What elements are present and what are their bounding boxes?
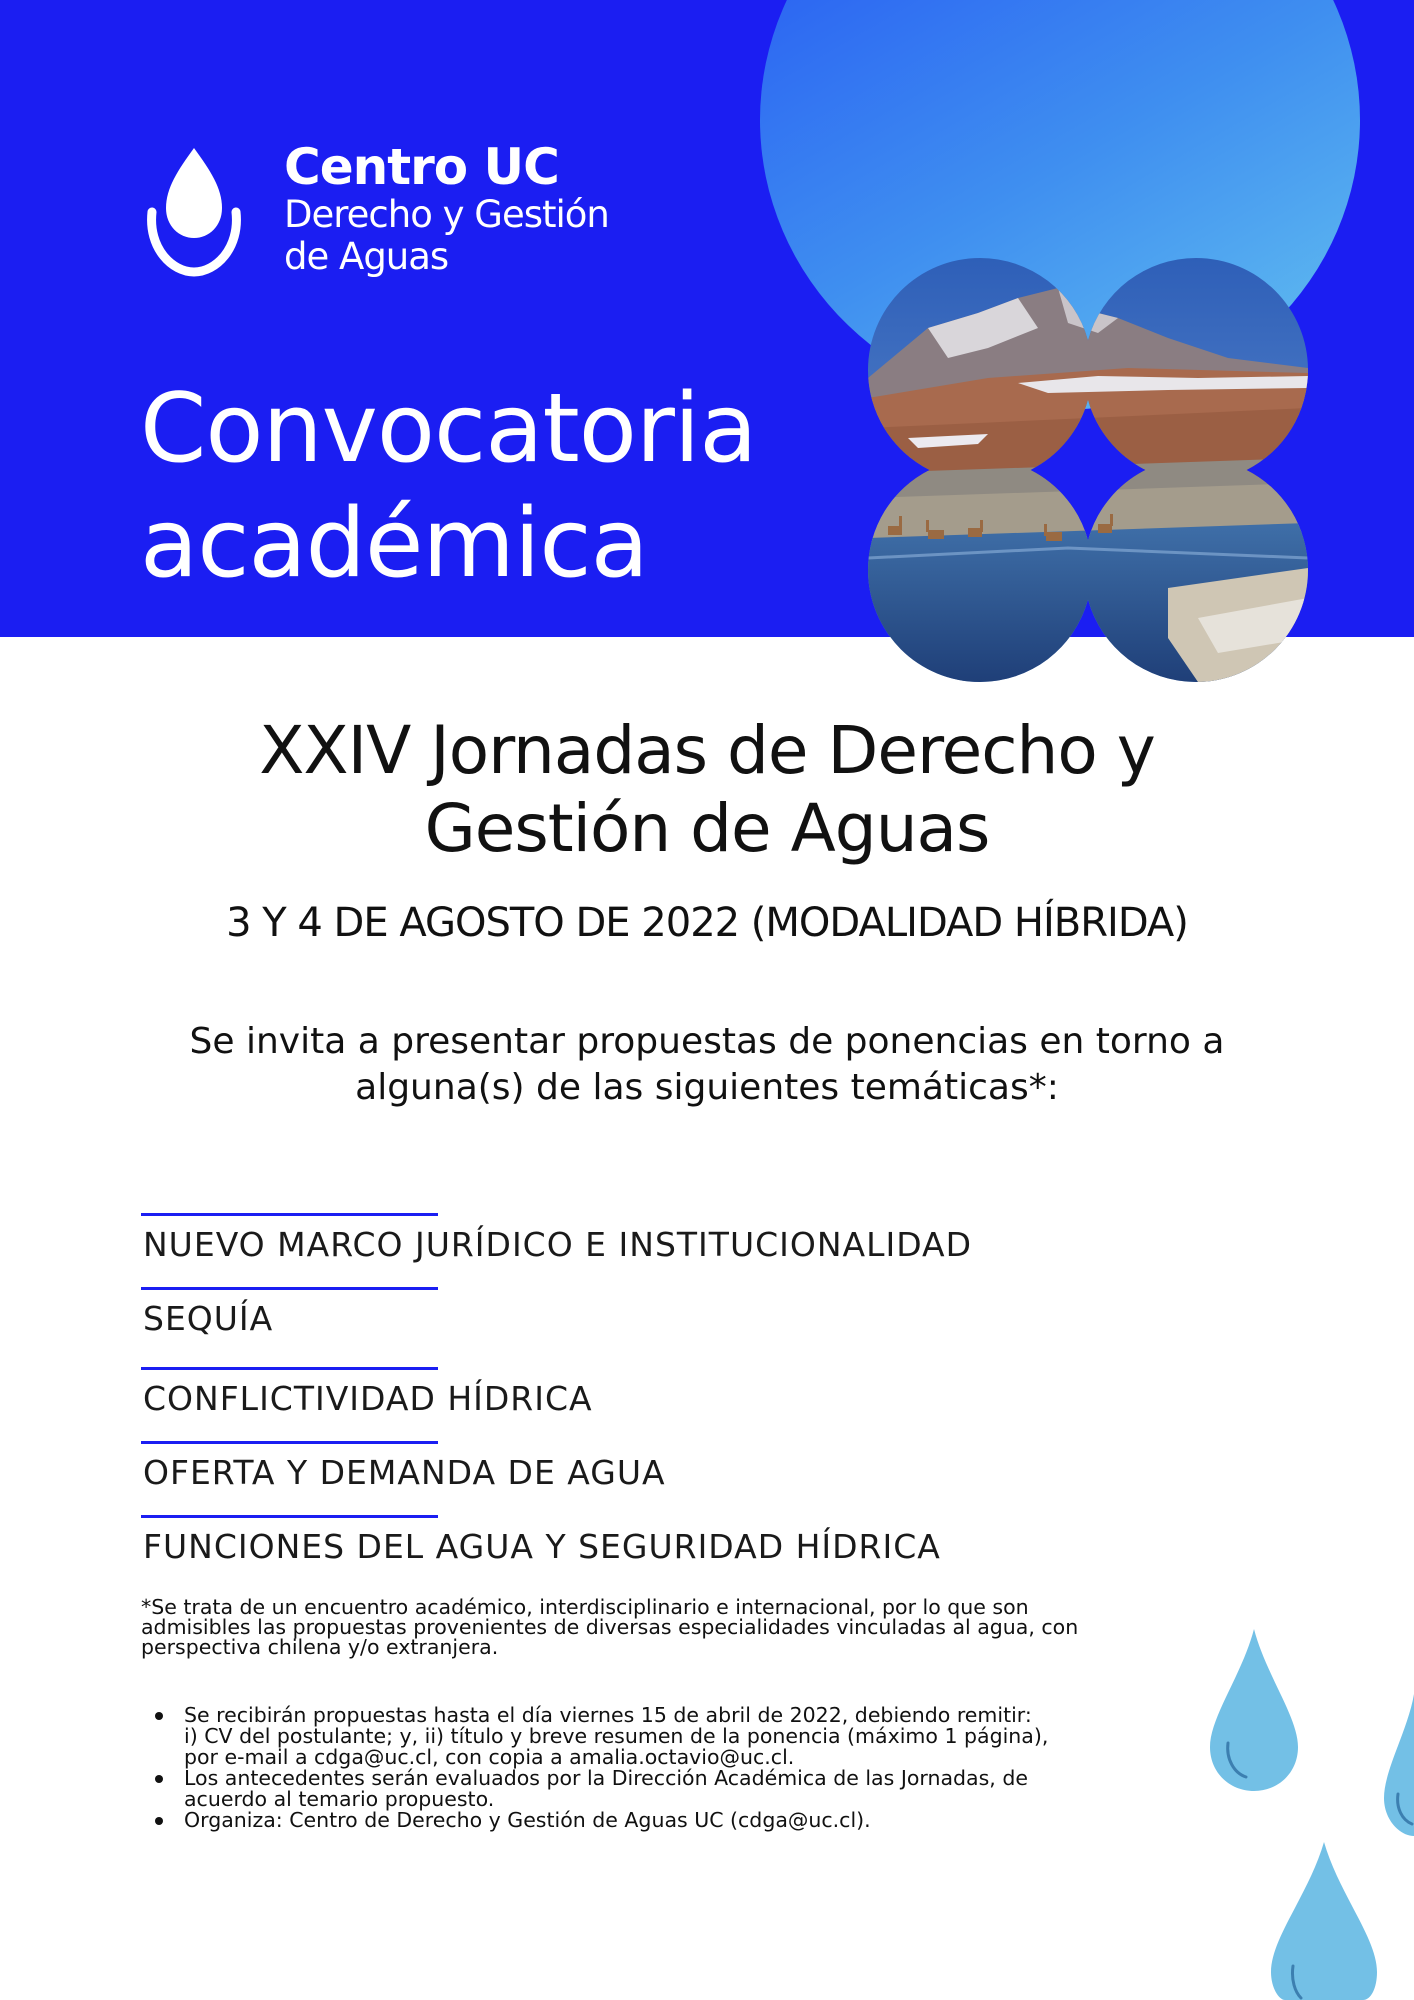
topic-item — [141, 1213, 1141, 1287]
event-title — [0, 712, 1414, 868]
bullet-item — [141, 1705, 1151, 1768]
headline-line2: académica — [140, 489, 648, 599]
logo-subtitle-line2: de Aguas — [284, 235, 449, 278]
topic-item — [141, 1367, 1141, 1441]
footnote — [141, 1597, 1141, 1657]
water-drop-icon — [1206, 1625, 1302, 1795]
event-title-line2: Gestión de Aguas — [424, 790, 990, 867]
headline-line1: Convocatoria — [140, 374, 757, 484]
topic-item — [141, 1441, 1141, 1515]
footnote-line2: admisibles las propuestas provenientes de diversas especialidades vinculadas al agua, con — [141, 1615, 1079, 1639]
bullet-line: Los antecedentes serán evaluados por la Dirección Académica de las Jornadas, de — [184, 1766, 1028, 1790]
bullet-line: por e-mail a cdga@uc.cl, con copia a amalia.octavio@uc.cl. — [184, 1745, 795, 1769]
bullet-item — [141, 1810, 1151, 1831]
invitation-line2: alguna(s) de las siguientes temáticas*: — [355, 1067, 1059, 1108]
bullet-dot — [155, 1775, 163, 1783]
invitation-line1: Se invita a presentar propuestas de ponencias en torno a — [189, 1021, 1225, 1062]
topic-label: CONFLICTIVIDAD HÍDRICA — [143, 1379, 593, 1418]
bullet-line: i) CV del postulante; y, ii) título y breve resumen de la ponencia (máximo 1 página), — [184, 1724, 1049, 1748]
water-drop-icon — [1265, 1838, 1383, 2000]
topic-item — [141, 1515, 1141, 1589]
topic-divider — [141, 1367, 438, 1370]
bullet-line: Se recibirán propuestas hasta el día viernes 15 de abril de 2022, debiendo remitir: — [184, 1703, 1032, 1727]
topic-label: SEQUÍA — [143, 1299, 274, 1338]
bullet-dot — [155, 1817, 163, 1825]
topic-divider — [141, 1287, 438, 1290]
water-drop-logo-icon — [138, 140, 250, 280]
topic-divider — [141, 1213, 438, 1216]
topic-divider — [141, 1441, 438, 1444]
topic-item — [141, 1287, 1141, 1361]
footnote-line1: *Se trata de un encuentro académico, interdisciplinario e internacional, por lo que son — [141, 1595, 1029, 1619]
bullet-dot — [155, 1712, 163, 1720]
bullet-item — [141, 1768, 1151, 1810]
topic-label: FUNCIONES DEL AGUA Y SEGURIDAD HÍDRICA — [143, 1527, 941, 1566]
bullet-line: acuerdo al temario propuesto. — [184, 1787, 495, 1811]
landscape-photo — [868, 258, 1308, 682]
water-drop-icon — [1380, 1690, 1414, 1840]
topic-label: OFERTA Y DEMANDA DE AGUA — [143, 1453, 666, 1492]
event-title-line1: XXIV Jornadas de Derecho y — [259, 712, 1155, 789]
logo-text — [284, 140, 784, 278]
logo-subtitle-line1: Derecho y Gestión — [284, 193, 609, 236]
logo-title: Centro UC — [284, 138, 559, 196]
topic-divider — [141, 1515, 438, 1518]
topics-list — [141, 1213, 1141, 1589]
event-dates: 3 Y 4 DE AGOSTO DE 2022 (MODALIDAD HÍBRIDA) — [226, 900, 1188, 946]
topic-label: NUEVO MARCO JURÍDICO E INSTITUCIONALIDAD — [143, 1225, 973, 1264]
bullet-line: Organiza: Centro de Derecho y Gestión de Aguas UC (cdga@uc.cl). — [184, 1808, 871, 1832]
footnote-line3: perspectiva chilena y/o extranjera. — [141, 1635, 499, 1659]
invitation-text — [0, 1019, 1414, 1111]
headline — [140, 372, 860, 602]
info-bullets — [141, 1705, 1151, 1831]
